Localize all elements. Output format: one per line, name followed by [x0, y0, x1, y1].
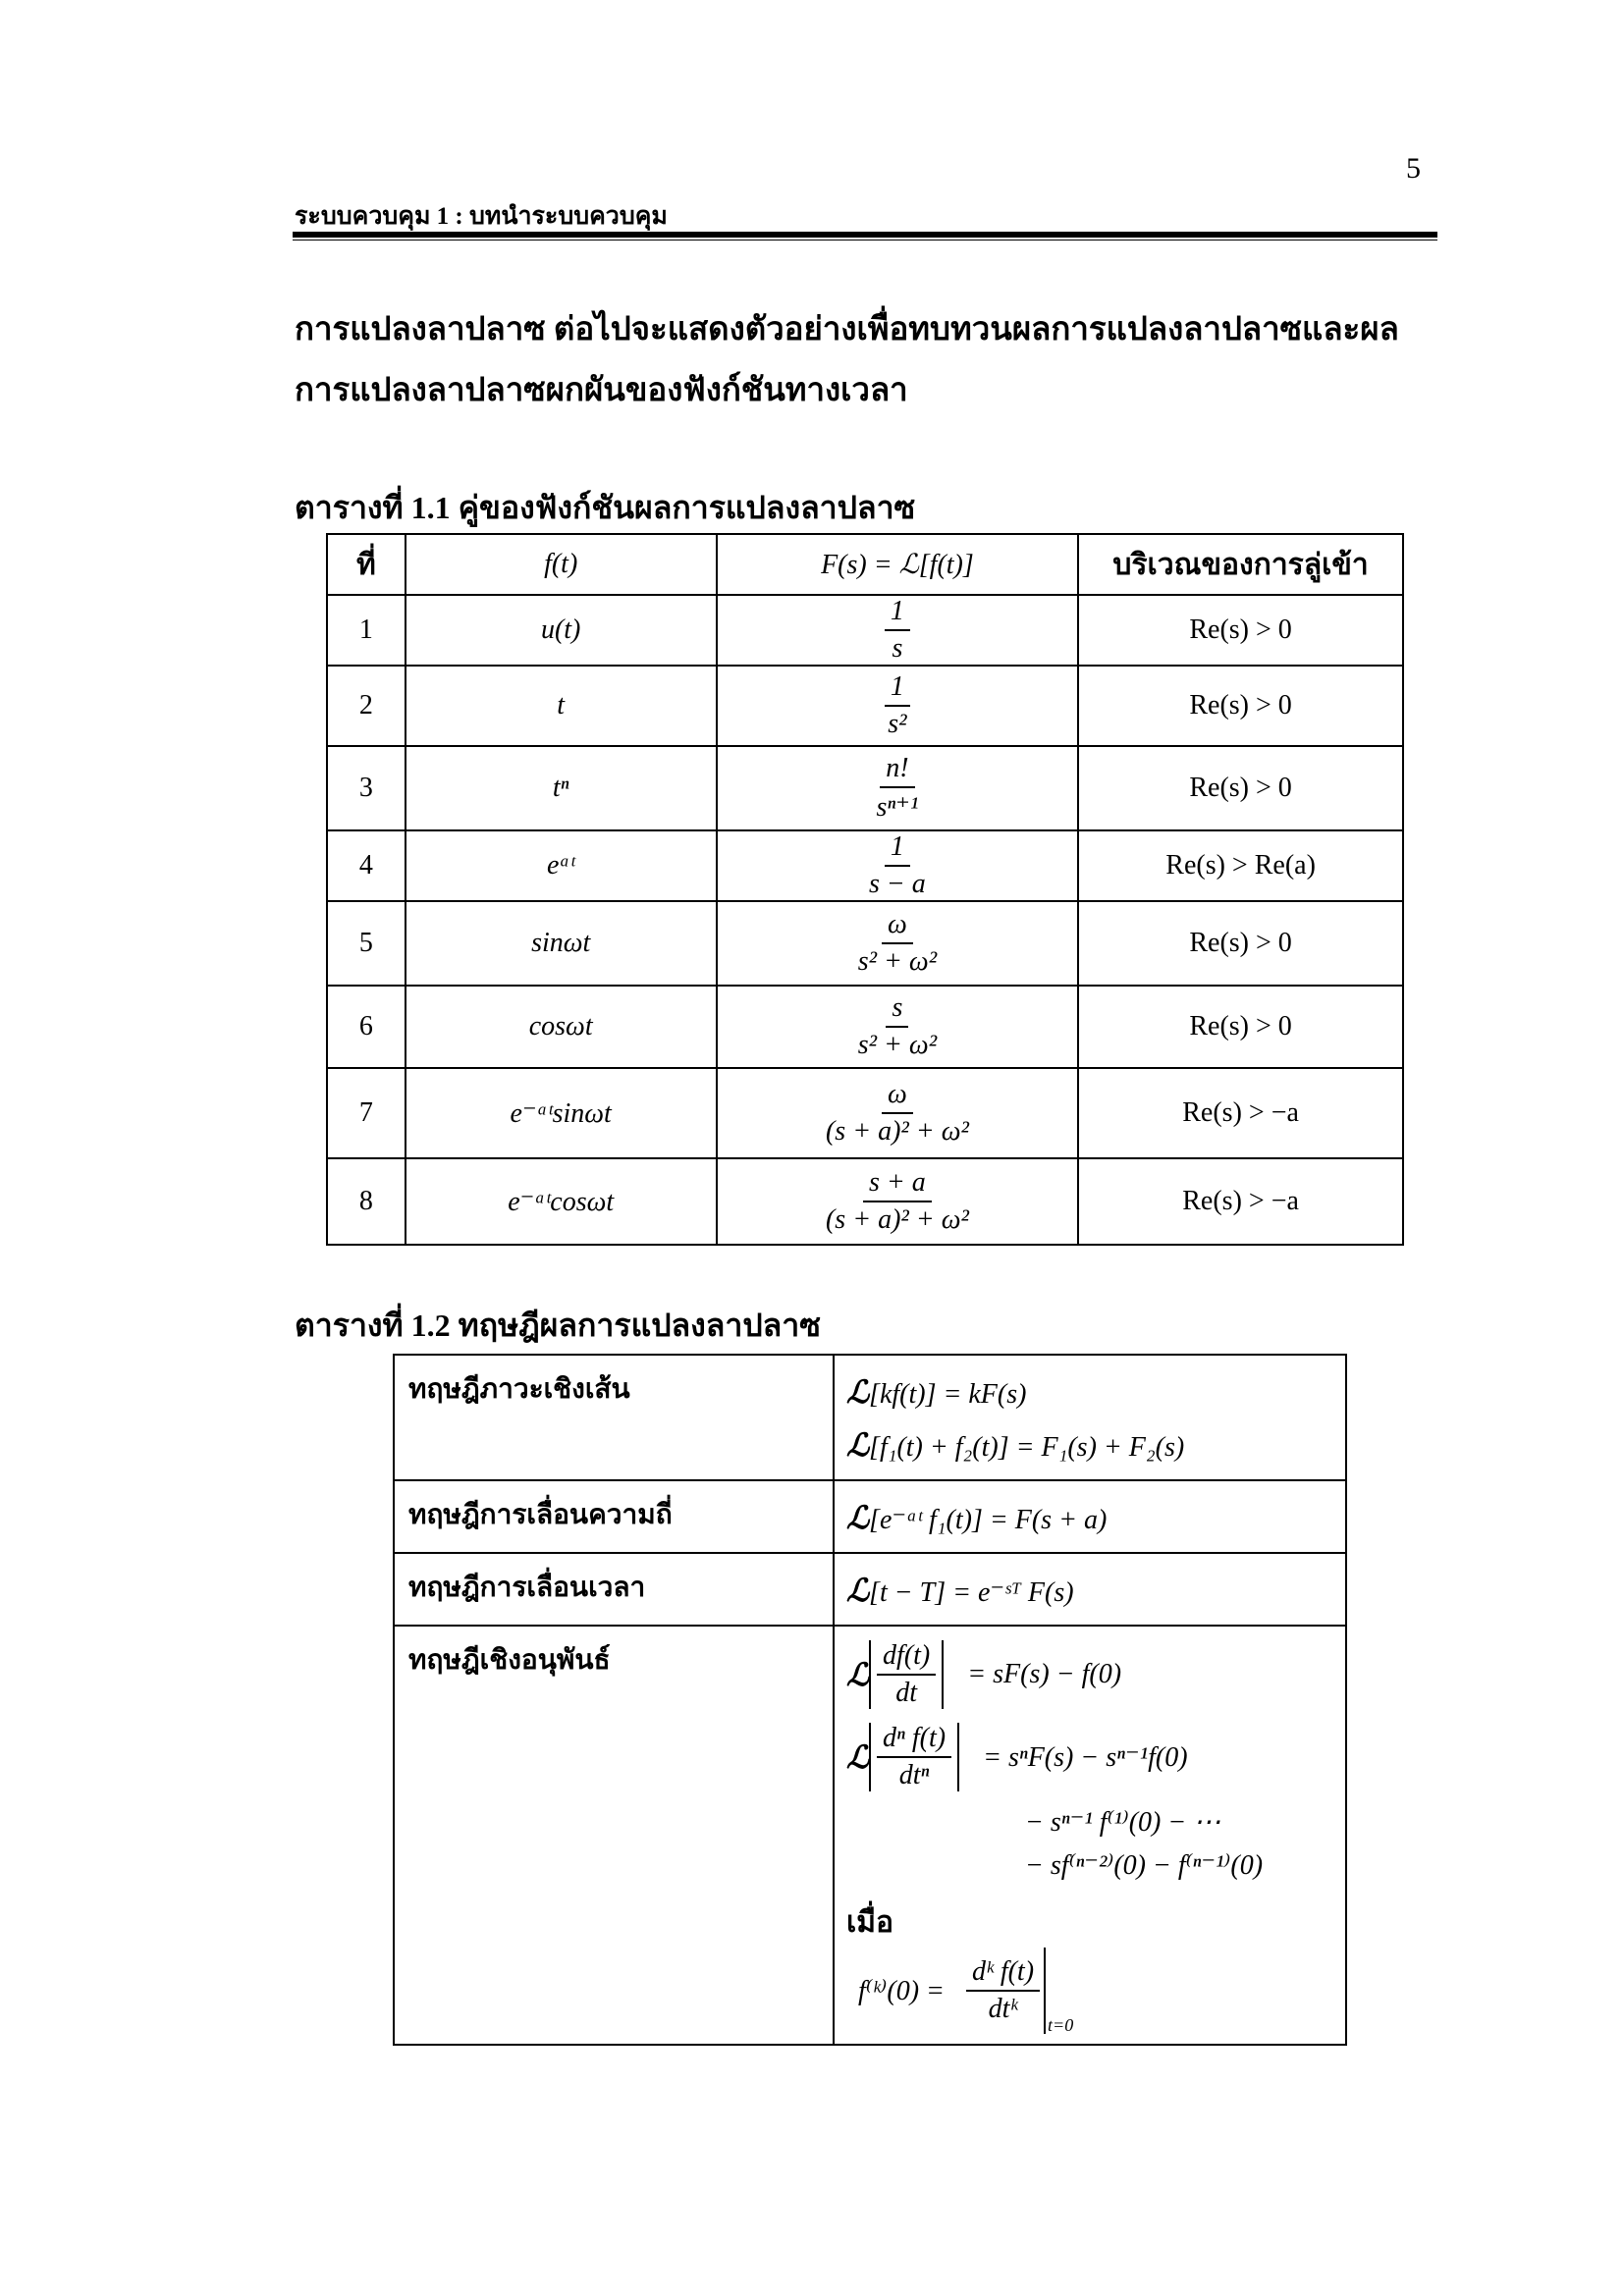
row-number: 1: [327, 595, 406, 666]
laplace-transform: [717, 595, 1079, 666]
laplace-symbol: ℒ: [846, 1373, 870, 1411]
row-number: 4: [327, 830, 406, 901]
formula-line: [846, 1491, 1345, 1544]
fraction-num: 1: [885, 831, 910, 867]
laplace-theorems-table: [393, 1354, 1347, 2046]
fraction: [966, 1956, 1040, 2025]
fraction-den: s − a: [869, 869, 926, 899]
formula-text: [f₁(t) + f₂(t)] = F₁(s) + F₂(s): [869, 1432, 1185, 1463]
fraction-den: s: [892, 633, 903, 664]
region-of-convergence: Re(s) > −a: [1078, 1068, 1403, 1158]
region-of-convergence: Re(s) > Re(a): [1078, 830, 1403, 901]
table-row: [394, 1480, 1346, 1553]
header-no: ที่: [327, 534, 406, 595]
row-number: 5: [327, 901, 406, 986]
header-roc: บริเวณของการลู่เข้า: [1078, 534, 1403, 595]
row-number: 8: [327, 1158, 406, 1245]
formula-text: [t − T] = e⁻ˢᵀ F(s): [869, 1577, 1074, 1608]
theorem-name: ทฤษฎีการเลื่อนความถี่: [394, 1480, 834, 1553]
fraction-num: 1: [885, 671, 910, 707]
evaluation-point: t=0: [1048, 2015, 1074, 2035]
time-function: u(t): [406, 595, 717, 666]
fraction: [820, 1167, 975, 1236]
theorem-formula: [834, 1355, 1346, 1480]
derivative-line-2: [846, 1713, 1345, 1801]
header-fs: F(s) = ℒ[f(t)]: [717, 534, 1079, 595]
formula-text: [kf(t)] = kF(s): [869, 1379, 1027, 1410]
table-row: [327, 901, 1403, 986]
intro-paragraph: การแปลงลาปลาซ ต่อไปจะแสดงตัวอย่างเพื่อทบทวนผลการแปลงลาปลาซและผลการแปลงลาปลาซผกผันของฟังก์ชันทางเวลา: [295, 312, 1399, 408]
theorem-formula: [834, 1480, 1346, 1553]
fraction-num: df(t): [877, 1640, 936, 1676]
fraction: [852, 992, 943, 1061]
laplace-pairs-table: [326, 533, 1404, 1246]
theorem-name: ทฤษฎีการเลื่อนเวลา: [394, 1553, 834, 1626]
table-row: [394, 1626, 1346, 2045]
running-header: ระบบควบคุม 1 : บทนำระบบควบคุม: [295, 203, 668, 230]
formula-text: f⁽ᵏ⁾(0) =: [858, 1976, 945, 2006]
time-function: t: [406, 666, 717, 746]
fraction-den: dtⁿ: [898, 1760, 930, 1790]
fraction: [820, 1079, 975, 1148]
fraction-num: ω: [882, 1079, 913, 1114]
fraction-den: sⁿ⁺¹: [876, 792, 919, 823]
laplace-transform: [717, 1158, 1079, 1245]
laplace-symbol: ℒ: [846, 1499, 870, 1536]
region-of-convergence: Re(s) > 0: [1078, 746, 1403, 830]
theorem-name: ทฤษฎีเชิงอนุพันธ์: [394, 1626, 834, 2045]
theorem-name: ทฤษฎีภาวะเชิงเส้น: [394, 1355, 834, 1480]
fraction-num: n!: [880, 753, 914, 788]
time-function: sinωt: [406, 901, 717, 986]
laplace-transform: [717, 901, 1079, 986]
header-rule: [293, 232, 1437, 238]
row-number: 2: [327, 666, 406, 746]
fraction: [852, 909, 943, 978]
when-label: เมื่อ: [846, 1906, 894, 1939]
fraction-den: s²: [888, 709, 907, 739]
time-function: cosωt: [406, 986, 717, 1068]
table-row: [327, 1158, 1403, 1245]
table-row: [327, 986, 1403, 1068]
laplace-transform: [717, 666, 1079, 746]
fraction-den: (s + a)² + ω²: [825, 1204, 969, 1235]
table-row: [394, 1553, 1346, 1626]
table-row: [394, 1355, 1346, 1480]
bracket: [869, 1723, 959, 1791]
fraction: [877, 1640, 936, 1709]
formula-line: [846, 1365, 1345, 1418]
fraction: [863, 831, 932, 900]
table1-body: [327, 595, 1403, 1245]
fraction-den: s² + ω²: [857, 946, 938, 977]
theorem-formula: [834, 1553, 1346, 1626]
fraction-num: s + a: [863, 1167, 932, 1202]
region-of-convergence: Re(s) > −a: [1078, 1158, 1403, 1245]
fraction: [885, 596, 910, 665]
fraction-den: s² + ω²: [857, 1030, 938, 1060]
theorem-formula: [834, 1626, 1346, 2045]
laplace-transform: [717, 986, 1079, 1068]
fraction: [882, 671, 912, 740]
fraction-num: 1: [885, 596, 910, 631]
time-function: e⁻ᵃᵗcosωt: [406, 1158, 717, 1245]
formula-line: [846, 1418, 1345, 1471]
table-header-row: [327, 534, 1403, 595]
laplace-transform: [717, 746, 1079, 830]
fraction-num: s: [886, 992, 908, 1028]
laplace-symbol: ℒ: [846, 1572, 870, 1609]
table2-caption: ตารางที่ 1.2 ทฤษฎีผลการแปลงลาปลาซ: [295, 1308, 821, 1343]
fraction: [877, 1723, 951, 1791]
row-number: 3: [327, 746, 406, 830]
laplace-transform: [717, 830, 1079, 901]
laplace-symbol: ℒ: [846, 1426, 870, 1464]
formula-line: [846, 1564, 1345, 1617]
formula-text: − sⁿ⁻¹ f⁽¹⁾(0) − ⋯: [1025, 1807, 1221, 1838]
derivative-line-1: [846, 1636, 1345, 1713]
region-of-convergence: Re(s) > 0: [1078, 595, 1403, 666]
table-row: [327, 595, 1403, 666]
region-of-convergence: Re(s) > 0: [1078, 666, 1403, 746]
derivative-definition: [846, 1946, 1345, 2036]
formula-text: − sf⁽ⁿ⁻²⁾(0) − f⁽ⁿ⁻¹⁾(0): [1025, 1850, 1264, 1881]
fraction-den: dt: [895, 1678, 918, 1708]
page-number: 5: [1406, 152, 1421, 185]
fraction: [870, 753, 924, 824]
fraction-num: dⁿ f(t): [877, 1723, 951, 1758]
fraction-num: dᵏ f(t): [966, 1956, 1040, 1992]
table-row: [327, 830, 1403, 901]
table-row: [327, 666, 1403, 746]
header-ft: f(t): [406, 534, 717, 595]
fraction-den: dtᵏ: [988, 1994, 1018, 2024]
row-number: 7: [327, 1068, 406, 1158]
evaluation-bar: [966, 1948, 1046, 2034]
formula-text: = sF(s) − f(0): [967, 1659, 1122, 1689]
laplace-transform: [717, 1068, 1079, 1158]
table-row: [327, 1068, 1403, 1158]
laplace-symbol: ℒ: [846, 1656, 870, 1693]
time-function: tⁿ: [406, 746, 717, 830]
region-of-convergence: Re(s) > 0: [1078, 901, 1403, 986]
laplace-symbol: ℒ: [846, 1738, 870, 1776]
fraction-den: (s + a)² + ω²: [825, 1116, 969, 1147]
table1-caption: ตารางที่ 1.1 คู่ของฟังก์ชันผลการแปลงลาปลาซ: [295, 490, 916, 525]
time-function: eᵃᵗ: [406, 830, 717, 901]
region-of-convergence: Re(s) > 0: [1078, 986, 1403, 1068]
bracket: [869, 1640, 944, 1709]
fraction-num: ω: [882, 909, 913, 944]
time-function: e⁻ᵃᵗsinωt: [406, 1068, 717, 1158]
row-number: 6: [327, 986, 406, 1068]
formula-text: = sⁿF(s) − sⁿ⁻¹f(0): [983, 1742, 1188, 1773]
formula-text: [e⁻ᵃᵗ f₁(t)] = F(s + a): [869, 1505, 1108, 1535]
table-row: [327, 746, 1403, 830]
